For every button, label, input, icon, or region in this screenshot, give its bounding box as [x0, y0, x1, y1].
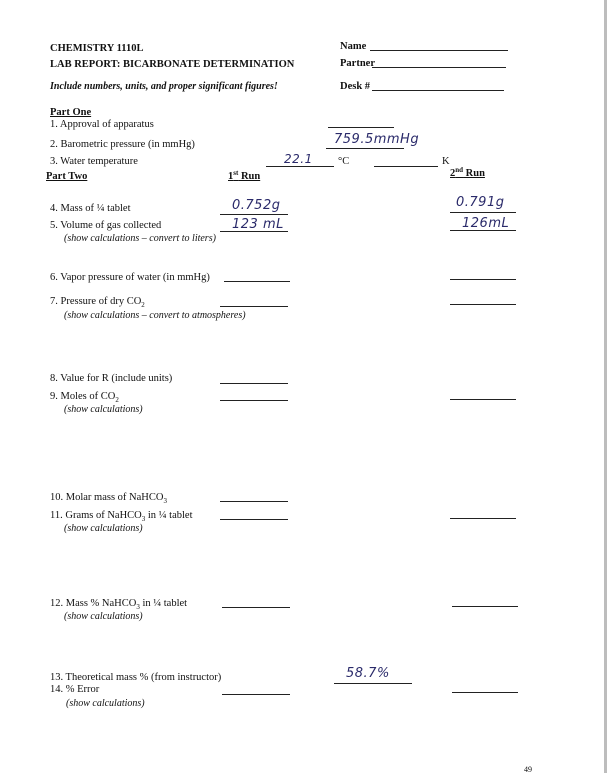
kelvin-unit: K — [442, 156, 450, 167]
name-field[interactable] — [370, 50, 508, 51]
partner-field[interactable] — [372, 67, 506, 68]
barometric-pressure-value: 759.5mmHg — [334, 132, 420, 147]
item-4-label: 4. Mass of ¼ tablet — [50, 203, 131, 214]
dry-co2-pressure-run-1-field[interactable] — [220, 306, 288, 307]
vapor-pressure-run-2-field[interactable] — [450, 279, 516, 280]
item-5-note: (show calculations – convert to liters) — [64, 233, 216, 244]
mass-percent-run-1-field[interactable] — [222, 607, 290, 608]
dry-co2-pressure-run-2-field[interactable] — [450, 304, 516, 305]
water-temperature-field[interactable] — [266, 166, 334, 167]
course-title: CHEMISTRY 1110L — [50, 43, 144, 54]
percent-error-run-2-field[interactable] — [452, 692, 518, 693]
item-7-label: 7. Pressure of dry $CO_2$ — [50, 296, 145, 310]
item-10-label: 10. Molar mass of NaHCO$_3$ — [50, 492, 167, 506]
theoretical-mass-percent-value: 58.7% — [346, 666, 390, 681]
mass-run-1-value: 0.752g — [232, 198, 281, 213]
item-9-note: (show calculations) — [64, 404, 143, 415]
item-1-label: 1. Approval of apparatus — [50, 119, 154, 130]
volume-run-2-value: 126mL — [462, 216, 510, 231]
mass-run-1-field[interactable] — [220, 214, 288, 215]
mass-percent-run-2-field[interactable] — [452, 606, 518, 607]
item-14-label: 14. % Error — [50, 684, 100, 695]
name-label: Name — [340, 41, 367, 52]
item-3-label: 3. Water temperature — [50, 156, 138, 167]
moles-co2-run-2-field[interactable] — [450, 399, 516, 400]
item-7-note: (show calculations – convert to atmospheres) — [64, 310, 246, 321]
volume-run-1-field[interactable] — [220, 231, 288, 232]
item-6-label: 6. Vapor pressure of water (in mmHg) — [50, 272, 210, 283]
item-2-label: 2. Barometric pressure (in mmHg) — [50, 139, 195, 150]
partner-label: Partner — [340, 58, 375, 69]
approval-field[interactable] — [328, 127, 394, 128]
barometric-pressure-field[interactable] — [326, 148, 404, 149]
report-title: LAB REPORT: BICARBONATE DETERMINATION — [50, 59, 295, 70]
part-two-heading: Part Two — [46, 171, 88, 182]
item-9-label: 9. Moles of $CO_2$ — [50, 391, 119, 405]
desk-label: Desk # — [340, 81, 371, 92]
molar-mass-field[interactable] — [220, 501, 288, 502]
item-12-label: 12. Mass % NaHCO$_3$ in ¼ tablet — [50, 598, 188, 612]
volume-run-1-value: 123 mL — [232, 217, 284, 232]
item-13-label: 13. Theoretical mass % (from instructor) — [50, 672, 222, 683]
item-11-label: 11. Grams of NaHCO$_3$ in ¼ tablet — [50, 510, 193, 524]
item-12-note: (show calculations) — [64, 611, 143, 622]
kelvin-field[interactable] — [374, 166, 438, 167]
water-temperature-value: 22.1 — [284, 152, 313, 166]
volume-run-2-field[interactable] — [450, 230, 516, 231]
item-14-note: (show calculations) — [66, 698, 145, 709]
mass-run-2-value: 0.791g — [456, 195, 505, 210]
desk-field[interactable] — [372, 90, 504, 91]
item-8-label: 8. Value for R (include units) — [50, 373, 173, 384]
r-value-field[interactable] — [220, 383, 288, 384]
grams-nahco3-run-1-field[interactable] — [220, 519, 288, 520]
run-2-heading: 2nd Run — [450, 166, 485, 179]
theoretical-mass-percent-field[interactable] — [334, 683, 412, 684]
run-1-heading: 1st Run — [228, 169, 261, 182]
moles-co2-run-1-field[interactable] — [220, 400, 288, 401]
vapor-pressure-run-1-field[interactable] — [224, 281, 290, 282]
mass-run-2-field[interactable] — [450, 212, 516, 213]
celsius-unit: °C — [338, 156, 350, 167]
instruction-text: Include numbers, units, and proper significant figures! — [50, 81, 278, 92]
part-one-heading: Part One — [50, 107, 92, 118]
item-5-label: 5. Volume of gas collected — [50, 220, 162, 231]
page-number: 49 — [524, 765, 532, 774]
percent-error-run-1-field[interactable] — [222, 694, 290, 695]
grams-nahco3-run-2-field[interactable] — [450, 518, 516, 519]
item-11-note: (show calculations) — [64, 523, 143, 534]
